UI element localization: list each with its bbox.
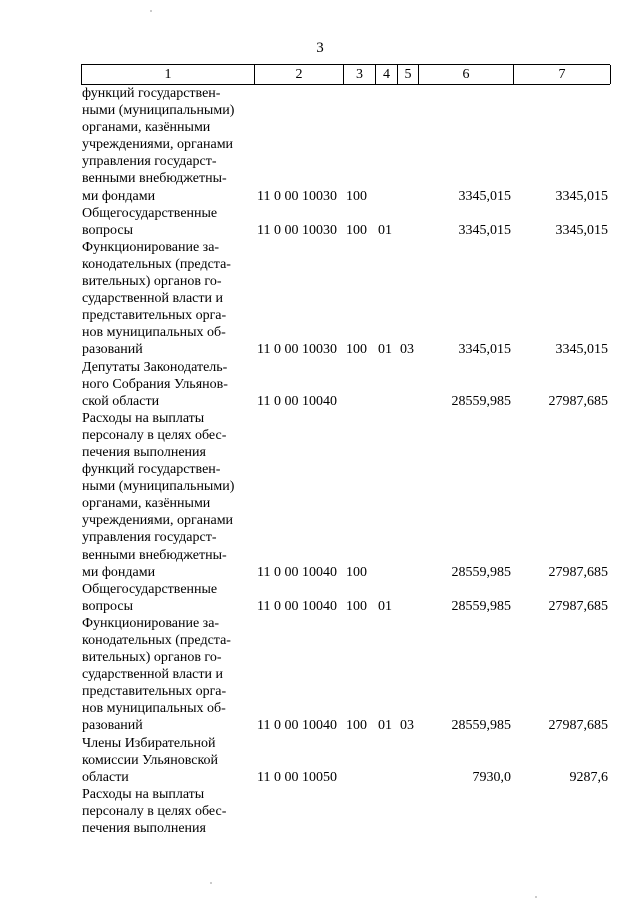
expense-type-code: 100 bbox=[346, 342, 367, 358]
description-line: вительных) органов го- bbox=[82, 274, 222, 290]
target-article-code: 11 0 00 10040 bbox=[257, 718, 337, 734]
description-line: Члены Избирательной bbox=[82, 735, 216, 751]
amount-year-2: 27987,685 bbox=[548, 564, 608, 580]
row-description bbox=[81, 205, 254, 239]
description-line: конодательных (предста- bbox=[82, 256, 231, 272]
row-description bbox=[81, 85, 254, 205]
amount-year-1: 3345,015 bbox=[458, 188, 511, 204]
target-article-code: 11 0 00 10050 bbox=[257, 769, 337, 785]
description-line: вопросы bbox=[82, 598, 133, 614]
description-line: представительных орга- bbox=[82, 684, 227, 700]
description-line: Расходы на выплаты bbox=[82, 410, 205, 426]
amount-year-2: 3345,015 bbox=[555, 188, 608, 204]
description-line: ми фондами bbox=[82, 564, 156, 580]
scan-speck bbox=[210, 882, 212, 884]
table-row bbox=[81, 615, 610, 735]
column-header-1: 1 bbox=[82, 65, 255, 84]
description-line: Общегосударственные bbox=[82, 581, 218, 597]
description-line: управления государст- bbox=[82, 530, 217, 546]
description-line: венными внебюджетны- bbox=[82, 547, 227, 563]
description-line: персоналу в целях обес- bbox=[82, 427, 227, 443]
amount-year-1: 28559,985 bbox=[451, 718, 511, 734]
expense-type-code: 100 bbox=[346, 188, 367, 204]
description-line: ными (муниципальными) bbox=[82, 479, 235, 495]
column-header-3: 3 bbox=[344, 65, 376, 84]
page-number: 3 bbox=[316, 40, 324, 56]
table-row bbox=[81, 85, 610, 205]
scan-speck bbox=[150, 10, 152, 12]
section-code: 01 bbox=[378, 342, 392, 358]
description-line: нов муниципальных об- bbox=[82, 325, 226, 341]
description-line: ными (муниципальными) bbox=[82, 103, 235, 119]
description-line: области bbox=[82, 769, 129, 785]
expense-type-code: 100 bbox=[346, 222, 367, 238]
target-article-code: 11 0 00 10030 bbox=[257, 222, 337, 238]
amount-year-2: 27987,685 bbox=[548, 598, 608, 614]
table-row bbox=[81, 410, 610, 581]
amount-year-2: 27987,685 bbox=[548, 393, 608, 409]
description-line: органами, казёнными bbox=[82, 120, 211, 136]
description-line: разований bbox=[82, 342, 143, 358]
target-article-code: 11 0 00 10040 bbox=[257, 598, 337, 614]
description-line: Общегосударственные bbox=[82, 205, 218, 221]
table-row bbox=[81, 205, 610, 239]
description-line: учреждениями, органами bbox=[82, 137, 234, 153]
target-article-code: 11 0 00 10030 bbox=[257, 342, 337, 358]
table-row bbox=[81, 359, 610, 410]
description-line: персоналу в целях обес- bbox=[82, 803, 227, 819]
column-header-2: 2 bbox=[255, 65, 344, 84]
section-code: 01 bbox=[378, 222, 392, 238]
amount-year-1: 3345,015 bbox=[458, 222, 511, 238]
expense-type-code: 100 bbox=[346, 718, 367, 734]
description-line: разований bbox=[82, 718, 143, 734]
description-line: Депутаты Законодатель- bbox=[82, 359, 228, 375]
description-line: ми фондами bbox=[82, 188, 156, 204]
row-description bbox=[81, 615, 254, 735]
description-line: функций государствен- bbox=[82, 462, 221, 478]
amount-year-1: 28559,985 bbox=[451, 393, 511, 409]
table-body bbox=[81, 85, 610, 837]
budget-table bbox=[81, 64, 610, 837]
description-line: венными внебюджетны- bbox=[82, 171, 227, 187]
subsection-code: 03 bbox=[400, 342, 414, 358]
description-line: представительных орга- bbox=[82, 308, 227, 324]
amount-year-2: 9287,6 bbox=[569, 769, 608, 785]
description-line: ного Собрания Ульянов- bbox=[82, 376, 228, 392]
amount-year-2: 27987,685 bbox=[548, 718, 608, 734]
expense-type-code: 100 bbox=[346, 598, 367, 614]
amount-year-2: 3345,015 bbox=[555, 342, 608, 358]
description-line: учреждениями, органами bbox=[82, 513, 234, 529]
row-description bbox=[81, 410, 254, 581]
row-description bbox=[81, 735, 254, 786]
description-line: сударственной власти и bbox=[82, 291, 223, 307]
column-header-7: 7 bbox=[514, 65, 611, 84]
description-line: комиссии Ульяновской bbox=[82, 752, 219, 768]
description-line: конодательных (предста- bbox=[82, 633, 231, 648]
amount-year-1: 28559,985 bbox=[451, 564, 511, 580]
amount-year-1: 28559,985 bbox=[451, 598, 511, 614]
description-line: нов муниципальных об- bbox=[82, 701, 226, 717]
description-line: ской области bbox=[82, 393, 160, 409]
table-row bbox=[81, 786, 610, 837]
expense-type-code: 100 bbox=[346, 564, 367, 580]
table-row bbox=[81, 581, 610, 615]
column-header-4: 4 bbox=[376, 65, 398, 84]
description-line: органами, казёнными bbox=[82, 496, 211, 512]
row-description bbox=[81, 239, 254, 359]
description-line: управления государст- bbox=[82, 154, 217, 170]
row-description bbox=[81, 581, 254, 615]
description-line: функций государствен- bbox=[82, 86, 221, 101]
subsection-code: 03 bbox=[400, 718, 414, 734]
description-line: Функционирование за- bbox=[82, 239, 220, 255]
amount-year-1: 3345,015 bbox=[458, 342, 511, 358]
description-line: Расходы на выплаты bbox=[82, 786, 205, 802]
scan-speck bbox=[535, 896, 537, 898]
section-code: 01 bbox=[378, 598, 392, 614]
description-line: вительных) органов го- bbox=[82, 650, 222, 666]
amount-year-1: 7930,0 bbox=[472, 769, 511, 785]
target-article-code: 11 0 00 10030 bbox=[257, 188, 337, 204]
description-line: печения выполнения bbox=[82, 821, 206, 837]
table-row bbox=[81, 239, 610, 359]
section-code: 01 bbox=[378, 718, 392, 734]
description-line: вопросы bbox=[82, 222, 133, 238]
row-description bbox=[81, 359, 254, 410]
amount-year-2: 3345,015 bbox=[555, 222, 608, 238]
table-row bbox=[81, 735, 610, 786]
description-line: сударственной власти и bbox=[82, 667, 223, 683]
target-article-code: 11 0 00 10040 bbox=[257, 564, 337, 580]
target-article-code: 11 0 00 10040 bbox=[257, 393, 337, 409]
table-header bbox=[81, 64, 610, 85]
column-header-6: 6 bbox=[419, 65, 514, 84]
description-line: Функционирование за- bbox=[82, 615, 220, 631]
column-header-5: 5 bbox=[398, 65, 419, 84]
description-line: печения выполнения bbox=[82, 444, 206, 460]
row-description bbox=[81, 786, 254, 837]
